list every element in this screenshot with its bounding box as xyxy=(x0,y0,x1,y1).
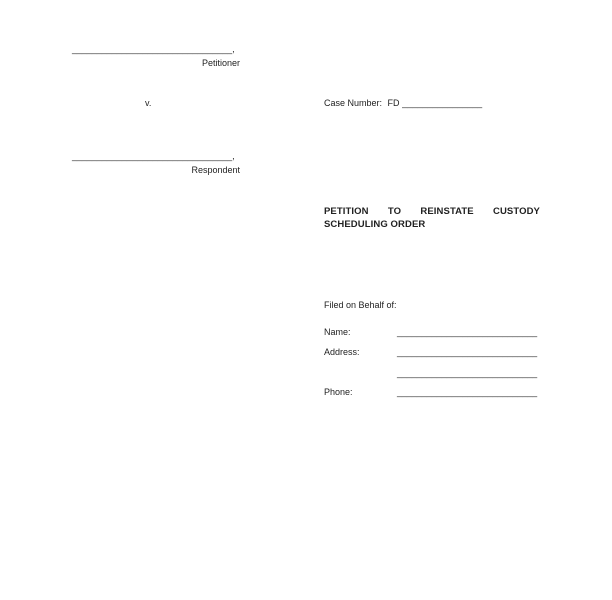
petitioner-label: Petitioner xyxy=(201,58,240,68)
case-number xyxy=(324,98,482,108)
respondent-name-blank: ________________________________, xyxy=(72,151,235,161)
title-word: CUSTODY xyxy=(493,206,540,217)
case-number-blank: ________________ xyxy=(402,98,483,108)
title-word: PETITION xyxy=(324,206,369,217)
filed-on-behalf-label: Filed on Behalf of: xyxy=(324,300,397,310)
title-word: REINSTATE xyxy=(420,206,474,217)
document-title-line-1 xyxy=(324,206,540,217)
case-number-prefix: FD xyxy=(387,98,400,108)
address-blank-1: ____________________________ xyxy=(397,347,538,357)
name-label: Name: xyxy=(324,327,351,337)
address-blank-2: ____________________________ xyxy=(397,368,538,378)
versus-label: v. xyxy=(145,98,152,108)
address-label: Address: xyxy=(324,347,360,357)
phone-blank: ____________________________ xyxy=(397,387,538,397)
respondent-label: Respondent xyxy=(191,165,240,175)
petitioner-name-blank: ________________________________, xyxy=(72,44,235,54)
title-word: TO xyxy=(387,206,402,217)
case-number-label: Case Number: xyxy=(324,98,383,108)
document-title xyxy=(324,206,540,230)
phone-label: Phone: xyxy=(324,387,353,397)
document-title-line-2: SCHEDULING ORDER xyxy=(324,219,426,230)
name-blank: ____________________________ xyxy=(397,327,538,337)
